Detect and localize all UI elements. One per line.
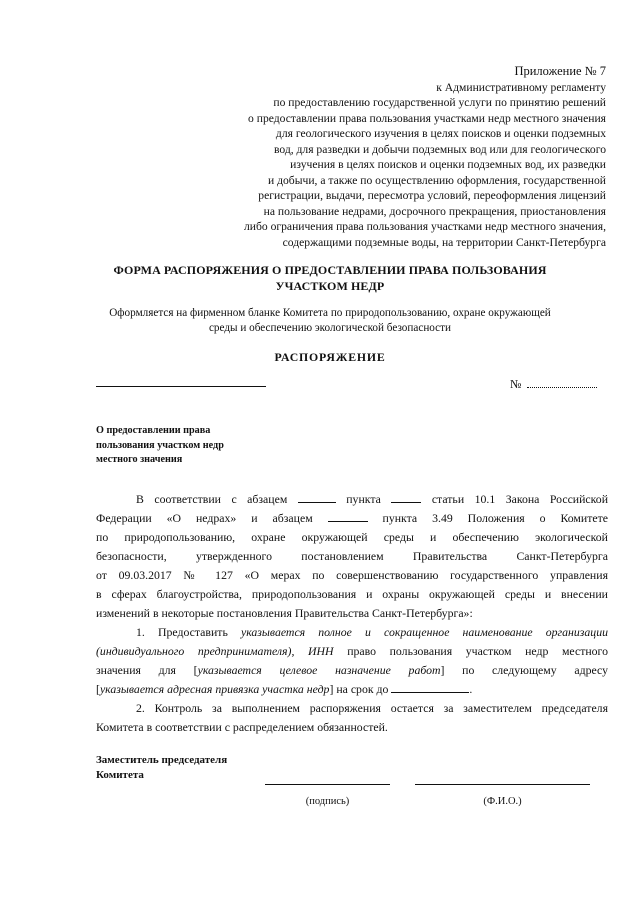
signer-line: Заместитель председателя	[96, 754, 228, 766]
order-heading: РАСПОРЯЖЕНИЕ	[274, 350, 386, 364]
name-caption: (Ф.И.О.)	[483, 796, 522, 807]
body-text: право пользования участком недр местного	[347, 644, 608, 658]
signer-title	[96, 753, 227, 783]
letterhead-note	[60, 306, 600, 336]
note-line: Оформляется на фирменном бланке Комитета по природопользованию, охране окружающей	[109, 307, 551, 319]
paragraph-basis	[96, 490, 608, 623]
body-text: статьи 10.1 Закона Российской	[431, 492, 609, 506]
placeholder-inn: (индивидуального предпринимателя), ИНН	[96, 644, 334, 658]
appendix-line: и добычи, а также по осуществлению оформления, государственной	[268, 173, 606, 187]
blank-field	[328, 511, 368, 522]
number-blank-line	[527, 377, 597, 388]
body-text: ] на срок до	[329, 682, 389, 696]
body-line	[96, 509, 608, 528]
body-text: 1. Предоставить	[136, 625, 228, 639]
date-blank-line	[96, 386, 266, 387]
paragraph-control	[96, 699, 608, 737]
appendix-line: содержащими подземные воды, на территории Санкт-Петербурга	[282, 235, 606, 249]
form-title-line: ФОРМА РАСПОРЯЖЕНИЯ О ПРЕДОСТАВЛЕНИИ ПРАВА ПОЛЬЗОВАНИЯ	[113, 263, 547, 277]
appendix-line: по предоставлению государственной услуги по принятию решений	[273, 96, 606, 109]
body-text: пункта 3.49 Положения о Комитете	[382, 511, 608, 525]
blank-field	[298, 492, 336, 503]
subject-line: пользования участком недр	[96, 439, 224, 451]
body-text: [	[96, 682, 100, 696]
signer-line: Комитета	[96, 769, 144, 781]
number-label: №	[510, 377, 522, 391]
signature-caption: (подпись)	[305, 796, 350, 807]
appendix-line: изучения в целях поисков и оценки подземных вод, их разведки	[290, 158, 606, 171]
body-line	[96, 642, 608, 661]
blank-field	[391, 682, 469, 693]
note-line: среды и обеспечению экологической безопасности	[208, 322, 452, 334]
blank-field	[391, 492, 421, 503]
body-line: в сферах благоустройства, природопользования и охраны окружающей среды и внесении	[96, 587, 608, 601]
body-text: значения для [	[96, 663, 198, 677]
body-text: В соответствии с абзацем	[136, 492, 288, 506]
body-text: ] по следующему адресу	[440, 663, 608, 677]
body-line	[96, 661, 608, 680]
appendix-line: на пользование недрами, досрочного прекращения, приостановления	[263, 204, 606, 218]
subject-line: О предоставлении права	[96, 425, 211, 436]
order-subject	[96, 424, 296, 468]
form-title	[60, 262, 600, 294]
placeholder-address: указывается адресная привязка участка недр	[99, 682, 330, 696]
body-text: пункта	[346, 492, 381, 506]
body-line: Комитета в соответствии с распределением обязанностей.	[96, 720, 388, 734]
subject-line: местного значения	[96, 454, 183, 465]
body-text: Федерации «О недрах» и абзацем	[96, 511, 313, 525]
body-line: изменений в некоторые постановления Правительства Санкт-Петербурга»:	[96, 606, 473, 620]
body-line: 2. Контроль за выполнением распоряжения остается за заместителем председателя	[136, 701, 608, 715]
signature-line	[265, 784, 390, 785]
form-title-line: УЧАСТКОМ НЕДР	[275, 279, 385, 293]
appendix-line: для геологического изучения в целях поисков и оценки подземных	[275, 127, 606, 140]
body-line	[96, 623, 608, 642]
order-body	[96, 490, 608, 737]
body-line: [указывается адресная привязка участка недр] на срок до .	[96, 682, 473, 696]
body-line: безопасности, утвержденного постановлением Правительства Санкт-Петербурга	[96, 549, 608, 563]
body-line: от 09.03.2017 № 127 «О мерах по совершенствованию государственного управления	[96, 568, 608, 582]
appendix-header	[166, 64, 606, 250]
appendix-line: вод, для разведки и добычи подземных вод или для геологического	[273, 142, 606, 156]
placeholder-purpose: указывается целевое назначение работ	[197, 663, 441, 677]
paragraph-grant	[96, 623, 608, 699]
body-line	[96, 490, 608, 509]
order-number	[510, 377, 597, 392]
name-line	[415, 784, 590, 785]
appendix-line: Приложение № 7	[514, 64, 606, 78]
appendix-line: либо ограничения права пользования участками недр местного значения,	[243, 220, 606, 233]
placeholder-organization: указывается полное и сокращенное наименование организации	[240, 625, 608, 639]
appendix-line: к Административному регламенту	[436, 80, 606, 94]
body-line: по природопользованию, охране окружающей среды и обеспечению экологической	[96, 530, 608, 544]
appendix-line: регистрации, выдачи, пересмотра условий, переоформления лицензий	[258, 189, 606, 202]
appendix-line: о предоставлении права пользования участками недр местного значения	[248, 111, 606, 125]
